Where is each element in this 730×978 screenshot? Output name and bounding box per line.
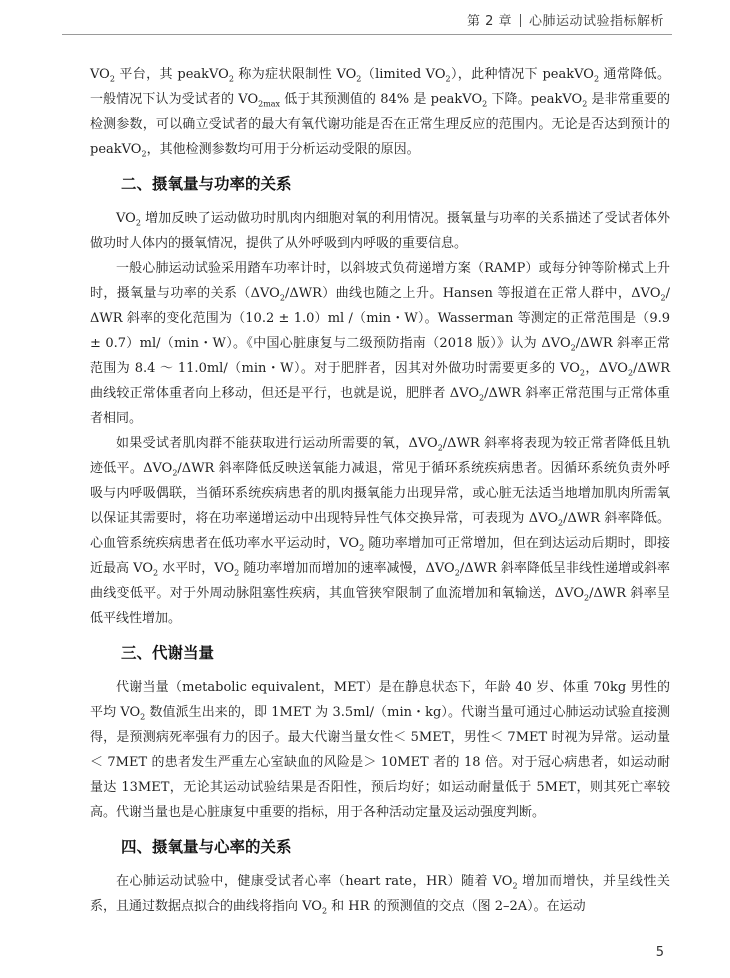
paragraph-vo2-hr: 在心肺运动试验中，健康受试者心率（heart rate，HR）随着 $VO_2$ 增加而增快，并呈线性关系，且通过数据点拟合的曲线将指向 $VO_2$ 和 HR 的预测值的交点（图 2–2A）。在运动 (90, 874, 670, 916)
chapter-title: 心肺运动试验指标解析 (528, 14, 664, 29)
header-separator (520, 14, 521, 27)
paragraph-slope-decrease: 如果受试者肌肉群不能获取进行运动所需要的氧，$\Delta VO_2$/ΔWR 斜率将表现为较正常者降低且轨迹低平。$\Delta VO_2$/ΔWR 斜率降低反映送氧能力减退，常见于循环系统疾病患者。因循环系统负责外呼吸与内呼吸偶联，当循环系统疾病患者的肌肉摄氧能力出现异常，或心脏无法适当地增加肌肉所需氧以保证其需要时，将在功率递增运动中出现特异性气体交换异常，可表现为 $\Delta VO_2$/ΔWR 斜率降低。心血管系统疾病患者在低功率水平运动时，$VO_2$ 随功率增加可正常增加，但在到达运动后期时，即接近最高 $VO_2$ 水平时，$VO_2$ 随功率增加而增加的速率减慢，$\Delta VO_2$/ΔWR 斜率降低呈非线性递增或斜率曲线变低平。对于外周动脉阻塞性疾病，其血管狭窄限制了血流增加和氧输送，$\Delta VO_2$/ΔWR 斜率呈低平线性增加。 (90, 436, 671, 626)
section-heading-vo2-power: 二、摄氧量与功率的关系 (121, 175, 292, 193)
header-rule (62, 34, 672, 35)
paragraph-vo2-peak: $VO_2$ 平台，其 peakVO$_2$ 称为症状限制性 $VO_2(limited$ $VO_2$），此种情况下 peakVO$_2$ 通常降低。一般情况下认为受试者的 $VO_{2max}$ 低于其预测值的 84% 是 peakVO$_2$ 下降。peakVO$_2$ 是非常重要的检测参数，可以确立受试者的最大有氧代谢功能是否在正常生理反应的范围内。无论是否达到预计的 peakVO$_2$，其他检测参数均可用于分析运动受限的原因。 (90, 67, 671, 159)
paragraph-met: 代谢当量（metabolic equivalent，MET）是在静息状态下，年龄 40 岁、体重 70kg 男性的平均 $VO_2$ 数值派生出来的，即 1MET 为 3.5ml/（min・kg）。代谢当量可通过心肺运动试验直接测得，是预测病死率强有力的因子。最大代谢当量女性＜ 5MET，男性＜ 7MET 时视为异常。运动量＜ 7MET 的患者发生严重左心室缺血的风险是＞ 10MET 者的 18 倍。对于冠心病患者，如运动耐量达 13MET，无论其运动试验结果是否阳性，预后均好；如运动耐量低于 5MET，则其死亡率较高。代谢当量也是心脏康复中重要的指标，用于各种活动定量及运动强度判断。 (90, 680, 670, 820)
paragraph-vo2-utilization: $VO_2$ 增加反映了运动做功时肌肉内细胞对氧的利用情况。摄氧量与功率的关系描述了受试者体外做功时人体内的摄氧情况，提供了从外呼吸到内呼吸的重要信息。 (90, 211, 670, 251)
paragraph-vo2-wr-slope: 一般心肺运动试验采用踏车功率计时，以斜坡式负荷递增方案（RAMP）或每分钟等阶梯式上升时，摄氧量与功率的关系$(\Delta VO_2/\Delta WR)$曲线也随之上升。Hansen 等报道在正常人群中，$\Delta VO_2$/ΔWR 斜率的变化范围为（10.2 ± 1.0）ml /（min・W）。Wasserman 等测定的正常范围是（9.9 ± 0.7）ml/（min・W）。《中国心脏康复与二级预防指南（2018 版）》认为 $\Delta VO_2$/ΔWR 斜率正常范围为 8.4 ～ 11.0ml/（min・W）。对于肥胖者，因其对外做功时需要更多的 $VO_2$，$\Delta VO_2$/ΔWR 曲线较正常体重者向上移动，但还是平行，也就是说，肥胖者 $\Delta VO_2$/ΔWR 斜率正常范围与正常体重者相同。 (90, 261, 670, 426)
chapter-label: 第 2 章 (466, 14, 512, 29)
page-body (90, 62, 670, 919)
page-number: 5 (655, 945, 664, 960)
running-head (467, 10, 664, 29)
section-heading-vo2-hr: 四、摄氧量与心率的关系 (121, 838, 292, 856)
section-heading-met: 三、代谢当量 (121, 644, 215, 662)
